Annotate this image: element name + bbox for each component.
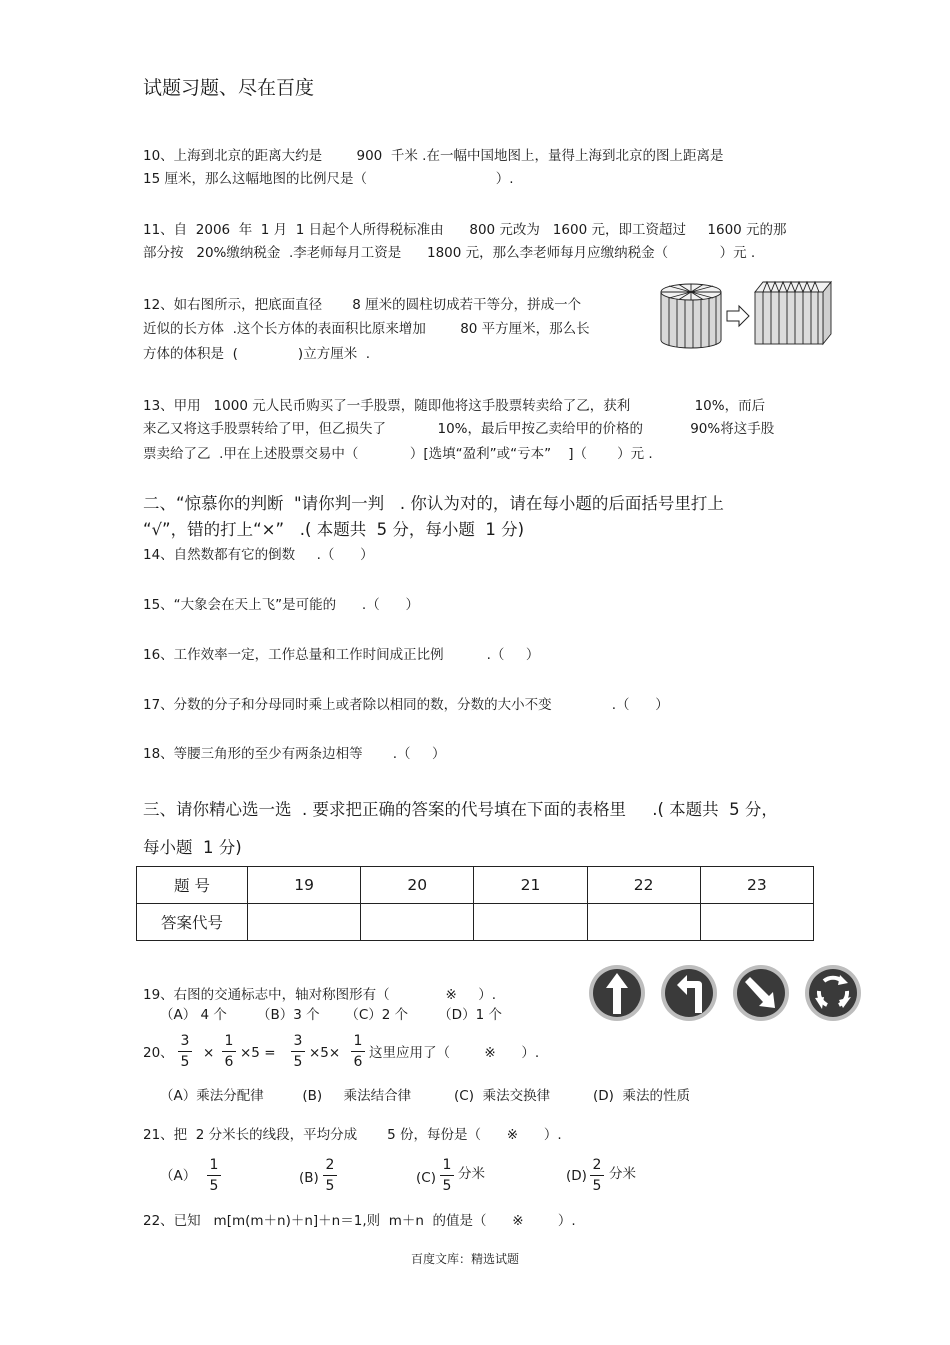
fraction-bar bbox=[351, 1051, 365, 1052]
q13-line3: 票卖给了乙 .甲在上述股票交易中（ ）[选填“盈利”或“亏本” ]（ ）元 . bbox=[143, 446, 653, 462]
q20-fraction-2-numerator: 1 bbox=[224, 1033, 234, 1049]
q21-option-c-fraction bbox=[439, 1156, 455, 1195]
q13-line2: 来乙又将这手股票转给了甲，但乙损失了 10%，最后甲按乙卖给甲的价格的 90%将这手股 bbox=[143, 421, 775, 437]
q21-option-b-denominator: 5 bbox=[325, 1178, 335, 1194]
q20-mid-expression: ×5 = bbox=[240, 1045, 276, 1061]
q20-tail: 这里应用了（ ※ ）. bbox=[369, 1045, 540, 1061]
q21-option-c-label: (C) bbox=[416, 1170, 436, 1186]
q21-option-a-label: （A） bbox=[160, 1168, 197, 1184]
answer-code-label: 答案代号 bbox=[137, 904, 248, 941]
answer-cell-21[interactable] bbox=[474, 904, 587, 941]
q20-fraction-2 bbox=[221, 1032, 237, 1071]
q21-option-b-fraction bbox=[322, 1156, 338, 1195]
q19-options: （A） 4 个 （B）3 个 （C）2 个 （D）1 个 bbox=[160, 1007, 502, 1023]
q13-line1: 13、甲用 1000 元人民币购买了一手股票，随即他将这手股票转卖给了乙，获利 10%，而后 bbox=[143, 398, 766, 414]
q21-option-b-numerator: 2 bbox=[325, 1157, 335, 1173]
q20-mid-expression-2: ×5× bbox=[309, 1045, 341, 1061]
q20-options: （A）乘法分配律 (B) 乘法结合律 (C) 乘法交换律 (D) 乘法的性质 bbox=[160, 1088, 690, 1104]
q21-option-a-fraction bbox=[206, 1156, 222, 1195]
q21-stem: 21、把 2 分米长的线段，平均分成 5 份，每份是（ ※ ）. bbox=[143, 1127, 562, 1143]
answer-table-header-row bbox=[137, 867, 814, 904]
q19-stem: 19、右图的交通标志中，轴对称图形有（ ※ ）. bbox=[143, 987, 497, 1003]
fraction-bar bbox=[323, 1175, 337, 1176]
page-header-title: 试题习题、尽在百度 bbox=[143, 77, 315, 99]
q11-line1: 11、自 2006 年 1 月 1 日起个人所得税标准由 800 元改为 1600 元，即工资超过 1600 元的那 bbox=[143, 222, 787, 238]
answer-table-answer-row bbox=[137, 904, 814, 941]
q12-line3: 方体的体积是 ( )立方厘米 . bbox=[143, 346, 371, 362]
q20-fraction-1-denominator: 5 bbox=[180, 1054, 190, 1070]
q20-fraction-4-denominator: 6 bbox=[353, 1054, 363, 1070]
cuboid-figure bbox=[755, 282, 831, 344]
column-19: 19 bbox=[248, 867, 361, 904]
q21-option-c-numerator: 1 bbox=[442, 1157, 452, 1173]
q22-stem: 22、已知 m[m(m＋n)＋n]＋n＝1,则 m＋n 的值是（ ※ ）. bbox=[143, 1213, 576, 1229]
answer-cell-23[interactable] bbox=[700, 904, 813, 941]
cylinder-figure bbox=[661, 284, 721, 348]
judge-item-15: 15、“大象会在天上飞”是可能的 .（ ） bbox=[143, 597, 419, 613]
q20-fraction-3-numerator: 3 bbox=[293, 1033, 303, 1049]
judge-item-18: 18、等腰三角形的至少有两条边相等 .（ ） bbox=[143, 746, 446, 762]
cylinder-to-cuboid-figure bbox=[655, 278, 835, 350]
q20-times: × bbox=[203, 1045, 215, 1061]
q20-fraction-2-denominator: 6 bbox=[224, 1054, 234, 1070]
q20-fraction-1-numerator: 3 bbox=[180, 1033, 190, 1049]
fraction-bar bbox=[207, 1175, 221, 1176]
fraction-bar bbox=[440, 1175, 454, 1176]
q20-fraction-1 bbox=[177, 1032, 193, 1071]
column-23: 23 bbox=[700, 867, 813, 904]
q21-option-a-denominator: 5 bbox=[209, 1178, 219, 1194]
page-footer: 百度文库：精选试题 bbox=[411, 1252, 520, 1266]
arrow-turn-left-icon bbox=[661, 965, 717, 1021]
judge-item-17: 17、分数的分子和分母同时乘上或者除以相同的数，分数的大小不变 .（ ） bbox=[143, 697, 669, 713]
question-number-label: 题 号 bbox=[137, 867, 248, 904]
q12-line2: 近似的长方体 .这个长方体的表面积比原来增加 80 平方厘米，那么长 bbox=[143, 321, 590, 337]
q21-option-d-denominator: 5 bbox=[592, 1178, 602, 1194]
column-21: 21 bbox=[474, 867, 587, 904]
fraction-bar bbox=[222, 1051, 236, 1052]
q21-option-c-unit: 分米 bbox=[458, 1166, 485, 1182]
answer-cell-19[interactable] bbox=[248, 904, 361, 941]
fraction-bar bbox=[590, 1175, 604, 1176]
q21-option-d-unit: 分米 bbox=[609, 1166, 636, 1182]
arrow-up-icon bbox=[589, 965, 645, 1021]
section3-title-line2: 每小题 1 分) bbox=[143, 838, 242, 857]
q21-option-d-numerator: 2 bbox=[592, 1157, 602, 1173]
q12-line1: 12、如右图所示，把底面直径 8 厘米的圆柱切成若干等分，拼成一个 bbox=[143, 297, 582, 313]
section3-title-line1: 三、请你精心选一选 . 要求把正确的答案的代号填在下面的表格里 .( 本题共 5 分， bbox=[143, 800, 778, 819]
column-22: 22 bbox=[587, 867, 700, 904]
fraction-bar bbox=[291, 1051, 305, 1052]
q20-fraction-4 bbox=[350, 1032, 366, 1071]
traffic-signs bbox=[588, 964, 864, 1024]
judge-item-14: 14、自然数都有它的倒数 .（ ） bbox=[143, 547, 374, 563]
section2-title-line1: 二、“惊慕你的判断 "请你判一判 . 你认为对的，请在每小题的后面括号里打上 bbox=[143, 494, 724, 513]
transform-arrow-icon bbox=[727, 306, 749, 326]
q11-line2: 部分按 20%缴纳税金 .李老师每月工资是 1800 元，那么李老师每月应缴纳税金（ ）元 . bbox=[143, 245, 756, 261]
q20-label: 20、 bbox=[143, 1045, 174, 1061]
q21-option-a-numerator: 1 bbox=[209, 1157, 219, 1173]
roundabout-icon bbox=[805, 965, 861, 1021]
q10-line1: 10、上海到北京的距离大约是 900 千米 .在一幅中国地图上，量得上海到北京的图上距离是 bbox=[143, 148, 724, 164]
answer-cell-22[interactable] bbox=[587, 904, 700, 941]
section2-title-line2: “√”，错的打上“×” .( 本题共 5 分，每小题 1 分) bbox=[143, 520, 525, 539]
q20-fraction-3-denominator: 5 bbox=[293, 1054, 303, 1070]
q21-option-d-fraction bbox=[589, 1156, 605, 1195]
judge-item-16: 16、工作效率一定，工作总量和工作时间成正比例 .（ ） bbox=[143, 647, 540, 663]
column-20: 20 bbox=[361, 867, 474, 904]
fraction-bar bbox=[178, 1051, 192, 1052]
arrow-down-right-icon bbox=[733, 965, 789, 1021]
q21-option-d-label: (D) bbox=[566, 1168, 587, 1184]
q20-fraction-3 bbox=[290, 1032, 306, 1071]
q21-option-b-label: (B) bbox=[299, 1170, 319, 1186]
answer-table bbox=[136, 866, 814, 941]
q10-line2: 15 厘米，那么这幅地图的比例尺是（ ）. bbox=[143, 171, 514, 187]
q21-option-c-denominator: 5 bbox=[442, 1178, 452, 1194]
q20-fraction-4-numerator: 1 bbox=[353, 1033, 363, 1049]
answer-cell-20[interactable] bbox=[361, 904, 474, 941]
